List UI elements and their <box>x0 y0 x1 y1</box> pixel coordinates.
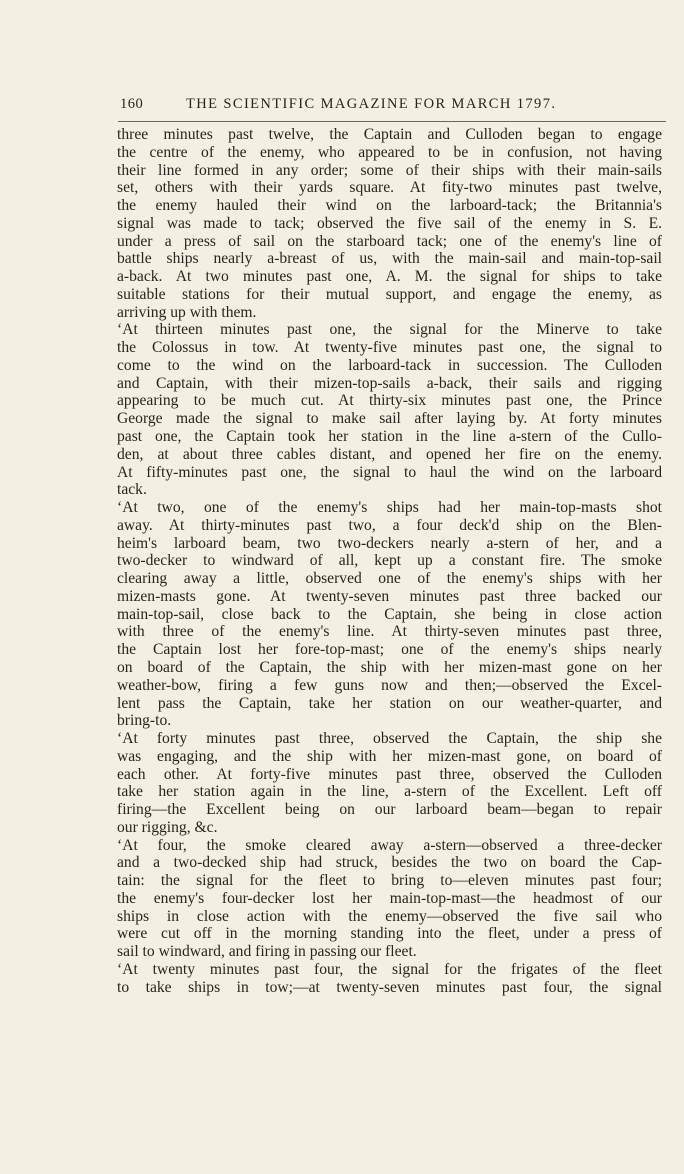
text-line: lent pass the Captain, take her station on our weather-quarter, and <box>117 694 662 712</box>
text-line: the enemy hauled their wind on the larboard-tack; the Britannia's <box>117 197 662 215</box>
text-line: each other. At forty-five minutes past three, observed the Culloden <box>117 765 662 783</box>
text-line: the Captain lost her fore-top-mast; one of the enemy's ships nearly <box>117 641 662 659</box>
text-line: tain: the signal for the fleet to bring to—eleven minutes past four; <box>117 872 662 890</box>
text-line: main-top-sail, close back to the Captain, she being in close action <box>117 605 662 623</box>
text-line: come to the wind on the larboard-tack in succession. The Culloden <box>117 356 662 374</box>
text-line: ‘At forty minutes past three, observed the Captain, the ship she <box>117 730 662 748</box>
text-line: set, others with their yards square. At fity-two minutes past twelve, <box>117 179 662 197</box>
text-line: the Colossus in tow. At twenty-five minutes past one, the signal to <box>117 339 662 357</box>
text-line: tack. <box>117 481 147 499</box>
text-line: were cut off in the morning standing into the fleet, under a press of <box>117 925 662 943</box>
text-line: ships in close action with the enemy—observed the five sail who <box>117 907 662 925</box>
text-line: on board of the Captain, the ship with her mizen-mast gone on her <box>117 658 662 676</box>
header-rule <box>118 121 666 122</box>
text-line: ‘At twenty minutes past four, the signal for the frigates of the fleet <box>117 960 662 978</box>
text-line: a-back. At two minutes past one, A. M. the signal for ships to take <box>117 268 662 286</box>
text-line: appearing to be much cut. At thirty-six minutes past one, the Prince <box>117 392 662 410</box>
text-line: away. At thirty-minutes past two, a four deck'd ship on the Blen- <box>117 516 662 534</box>
text-line: the centre of the enemy, who appeared to be in confusion, not having <box>117 143 662 161</box>
text-line: signal was made to tack; observed the five sail of the enemy in S. E. <box>117 214 662 232</box>
text-line: their line formed in any order; some of their ships with their main-sails <box>117 161 662 179</box>
running-title: THE SCIENTIFIC MAGAZINE FOR MARCH 1797. <box>186 96 557 112</box>
text-line: weather-bow, firing a few guns now and then;—observed the Excel- <box>117 676 662 694</box>
text-line: and Captain, with their mizen-top-sails a-back, their sails and rigging <box>117 374 662 392</box>
text-line: was engaging, and the ship with her mizen-mast gone, on board of <box>117 747 662 765</box>
text-line: sail to windward, and firing in passing our fleet. <box>117 943 417 961</box>
text-line: past one, the Captain took her station in the line a-stern of the Cullo- <box>117 428 662 446</box>
text-line: firing—the Excellent being on our larboard beam—began to repair <box>117 801 662 819</box>
text-line: with three of the enemy's line. At thirty-seven minutes past three, <box>117 623 662 641</box>
text-line: under a press of sail on the starboard tack; one of the enemy's line of <box>117 232 662 250</box>
text-line: to take ships in tow;—at twenty-seven minutes past four, the signal <box>117 978 662 996</box>
text-line: two-decker to windward of all, kept up a constant fire. The smoke <box>117 552 662 570</box>
page-number: 160 <box>120 96 144 112</box>
text-line: our rigging, &c. <box>117 818 218 836</box>
text-line: take her station again in the line, a-stern of the Excellent. Left off <box>117 783 662 801</box>
text-line: and a two-decked ship had struck, besides the two on board the Cap- <box>117 854 662 872</box>
text-line: mizen-masts gone. At twenty-seven minutes past three backed our <box>117 587 662 605</box>
text-line: suitable stations for their mutual support, and engage the enemy, as <box>117 285 662 303</box>
text-line: ‘At thirteen minutes past one, the signal for the Minerve to take <box>117 321 662 339</box>
text-line: den, at about three cables distant, and opened her fire on the enemy. <box>117 445 662 463</box>
text-line: bring-to. <box>117 712 172 730</box>
page-header <box>120 96 660 116</box>
text-line: battle ships nearly a-breast of us, with the main-sail and main-top-sail <box>117 250 662 268</box>
text-line: heim's larboard beam, two two-deckers nearly a-stern of her, and a <box>117 534 662 552</box>
text-line: arriving up with them. <box>117 303 257 321</box>
article-body <box>117 126 662 997</box>
text-line: George made the signal to make sail after laying by. At forty minutes <box>117 410 662 428</box>
text-line: the enemy's four-decker lost her main-top-mast—the headmost of our <box>117 889 662 907</box>
text-line: three minutes past twelve, the Captain and Culloden began to engage <box>117 126 662 143</box>
text-line: clearing away a little, observed one of the enemy's ships with her <box>117 570 662 588</box>
text-line: ‘At two, one of the enemy's ships had her main-top-masts shot <box>117 499 662 517</box>
text-line: ‘At four, the smoke cleared away a-stern—observed a three-decker <box>117 836 662 854</box>
text-line: At fifty-minutes past one, the signal to haul the wind on the larboard <box>117 463 662 481</box>
